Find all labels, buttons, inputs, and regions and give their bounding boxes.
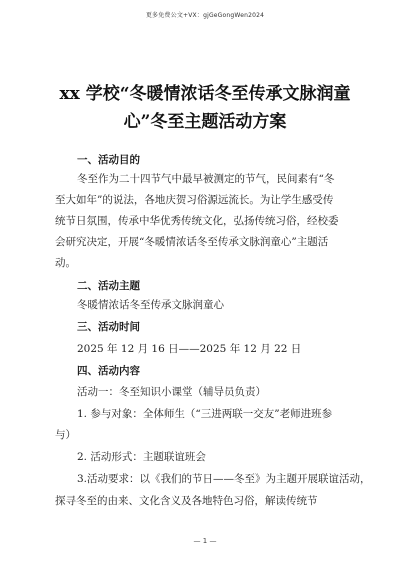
purpose-paragraph-line: 至大如年”的说法，各地庆贺习俗源远流长。为让学生感受传 xyxy=(55,194,334,206)
document-title-line-1: xx 学校“冬暖情浓话冬至传承文脉润童 xyxy=(59,84,351,104)
theme-text: 冬暖情浓话冬至传承文脉润童心 xyxy=(77,299,224,311)
purpose-paragraph-line: 会研究决定，开展“冬暖情浓话冬至传承文脉润童心”主题活 xyxy=(55,236,329,248)
purpose-paragraph-line: 冬至作为二十四节气中最早被测定的节气，民间素有“冬 xyxy=(77,173,335,185)
purpose-paragraph-line: 动。 xyxy=(55,257,76,269)
list-item-requirements-cont: 探寻冬至的由来、文化含义及各地特色习俗，解读传统节 xyxy=(55,495,318,507)
document-title-line-2: 心”冬至主题活动方案 xyxy=(123,112,287,132)
purpose-paragraph-line: 统节日氛围，传承中华优秀传统文化，弘扬传统习俗，经校委 xyxy=(55,215,339,227)
time-text: 2025 年 12 月 16 日——2025 年 12 月 22 日 xyxy=(77,343,302,355)
header-promo-note: 更多免费公文+VX：gjGeGongWen2024 xyxy=(145,12,265,19)
activity-one-title: 活动一：冬至知识小课堂（辅导员负责） xyxy=(77,386,266,398)
page-number: — 1 — xyxy=(193,537,217,545)
section-heading-time: 三、活动时间 xyxy=(77,321,140,333)
section-heading-content: 四、活动内容 xyxy=(77,365,140,377)
list-item-participants: 1. 参与对象：全体师生（“三进两联一交友”老师进班参 xyxy=(77,408,333,420)
list-item-participants-cont: 与） xyxy=(55,429,76,441)
list-item-format: 2. 活动形式：主题联谊班会 xyxy=(77,451,206,463)
section-heading-theme: 二、活动主题 xyxy=(77,280,140,292)
list-item-requirements: 3.活动要求：以《我们的节日——冬至》为主题开展联谊活动， xyxy=(77,473,371,485)
section-heading-purpose: 一、活动目的 xyxy=(77,154,140,166)
